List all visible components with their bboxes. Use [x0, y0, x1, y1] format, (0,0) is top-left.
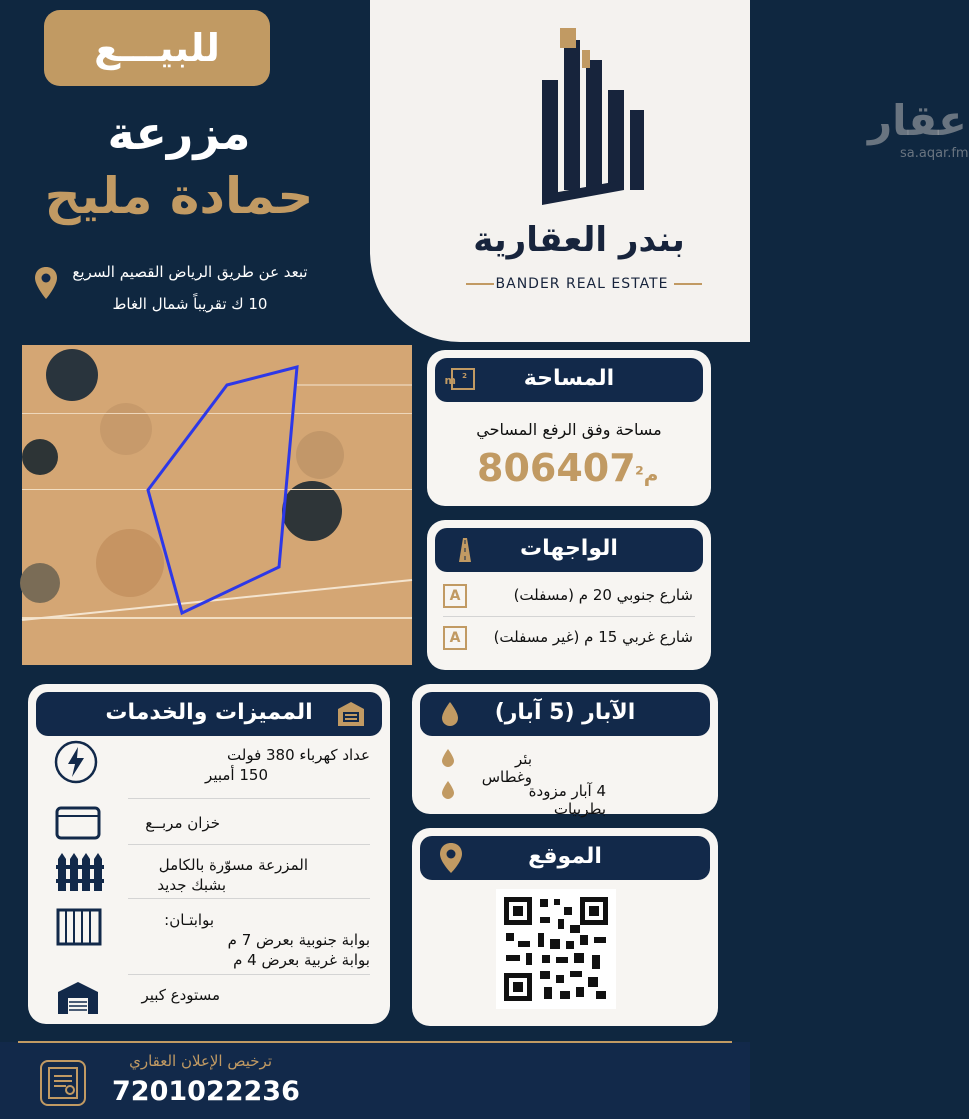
satellite-image [22, 345, 412, 665]
well-item-2: 4 آبار مزودة بطربيات [528, 782, 606, 818]
building-icon [336, 700, 366, 728]
features-card [28, 684, 390, 1024]
feature-item-1-line1: عداد كهرباء 380 فولت [227, 746, 370, 764]
brand-english-name: BANDER REAL ESTATE [495, 276, 669, 292]
location-title: الموقع [528, 844, 602, 869]
square-meter-icon [444, 366, 479, 394]
bolt-icon [54, 740, 98, 784]
area-body [427, 404, 711, 506]
svg-text:m: m [444, 374, 456, 387]
location-line-1: تبعد عن طريق الرياض القصيم السريع [72, 263, 308, 281]
area-value: 806407 [477, 446, 636, 490]
frontages-body [427, 574, 711, 670]
frontage-badge-1: A [443, 584, 467, 608]
frontage-item-1: شارع جنوبي 20 م (مسفلت) [513, 586, 693, 604]
features-divider-3 [128, 898, 370, 899]
footer-divider [18, 1041, 732, 1043]
svg-text:2: 2 [462, 372, 467, 380]
hero-title [18, 106, 340, 226]
location-pin-icon [438, 842, 464, 874]
frontage-item-2: شارع غربي 15 م (غير مسفلت) [493, 628, 693, 646]
features-divider-4 [128, 974, 370, 975]
license-number: 7201022236 [112, 1076, 300, 1107]
water-drop-icon [438, 700, 462, 728]
location-description [40, 262, 340, 316]
brand-name: بندر العقارية [473, 220, 685, 260]
features-divider-2 [128, 844, 370, 845]
area-header [435, 358, 703, 402]
feature-item-4-line3: بوابة غربية بعرض 4 م [233, 951, 370, 969]
wells-title: الآبار (5 آبار) [494, 700, 636, 725]
for-sale-label: للبيـــع [94, 26, 220, 70]
farm-name: حمادة مليح [44, 167, 314, 225]
drop-bullet-icon [436, 746, 460, 770]
frontage-badge-2: A [443, 626, 467, 650]
area-card [427, 350, 711, 506]
features-header [36, 692, 382, 736]
road-icon [451, 536, 479, 564]
feature-item-1-line2: 150 أمبير [205, 766, 268, 784]
frontages-card [427, 520, 711, 670]
frontages-divider [443, 616, 695, 617]
area-unit: م² [635, 462, 659, 486]
wells-card [412, 684, 718, 818]
location-qr-code[interactable] [496, 889, 616, 1009]
area-title: المساحة [523, 366, 615, 391]
for-sale-badge [44, 10, 270, 86]
location-header [420, 836, 710, 880]
license-label: ترخيص الإعلان العقاري [129, 1052, 272, 1070]
well-item-1: بئر وغطاس [481, 750, 532, 786]
bander-logo-icon [530, 20, 650, 210]
tank-icon [54, 805, 102, 841]
location-line-2: 10 ك تقريباً شمال الغاط [112, 294, 268, 313]
wells-body [412, 738, 718, 818]
area-description: مساحة وفق الرفع المساحي [476, 420, 662, 439]
wells-header [420, 692, 710, 736]
warehouse-icon [54, 978, 102, 1016]
aqar-watermark-url: sa.aqar.fm [900, 146, 969, 161]
drop-bullet-icon [436, 778, 460, 802]
feature-item-5-line1: مستودع كبير [141, 986, 220, 1004]
fence-icon [54, 851, 104, 893]
features-title: المميزات والخدمات [105, 700, 313, 725]
aqar-watermark: عقار [868, 96, 967, 145]
frontages-title: الواجهات [520, 536, 618, 561]
feature-item-2-line1: خزان مربــع [145, 814, 220, 832]
satellite-map [22, 345, 412, 665]
farm-label: مزرعة [107, 106, 251, 160]
gate-icon [54, 906, 104, 948]
feature-item-3-line1: المزرعة مسوّرة بالكامل [158, 856, 308, 874]
feature-item-3-line2: بشبك جديد [157, 876, 226, 894]
feature-item-4-line1: بوابتـان: [164, 911, 214, 929]
brand-card [370, 0, 969, 342]
feature-item-4-line2: بوابة جنوبية بعرض 7 م [227, 931, 370, 949]
license-certificate-icon [40, 1060, 86, 1106]
features-body [28, 738, 390, 1024]
frontages-header [435, 528, 703, 572]
features-divider-1 [128, 798, 370, 799]
